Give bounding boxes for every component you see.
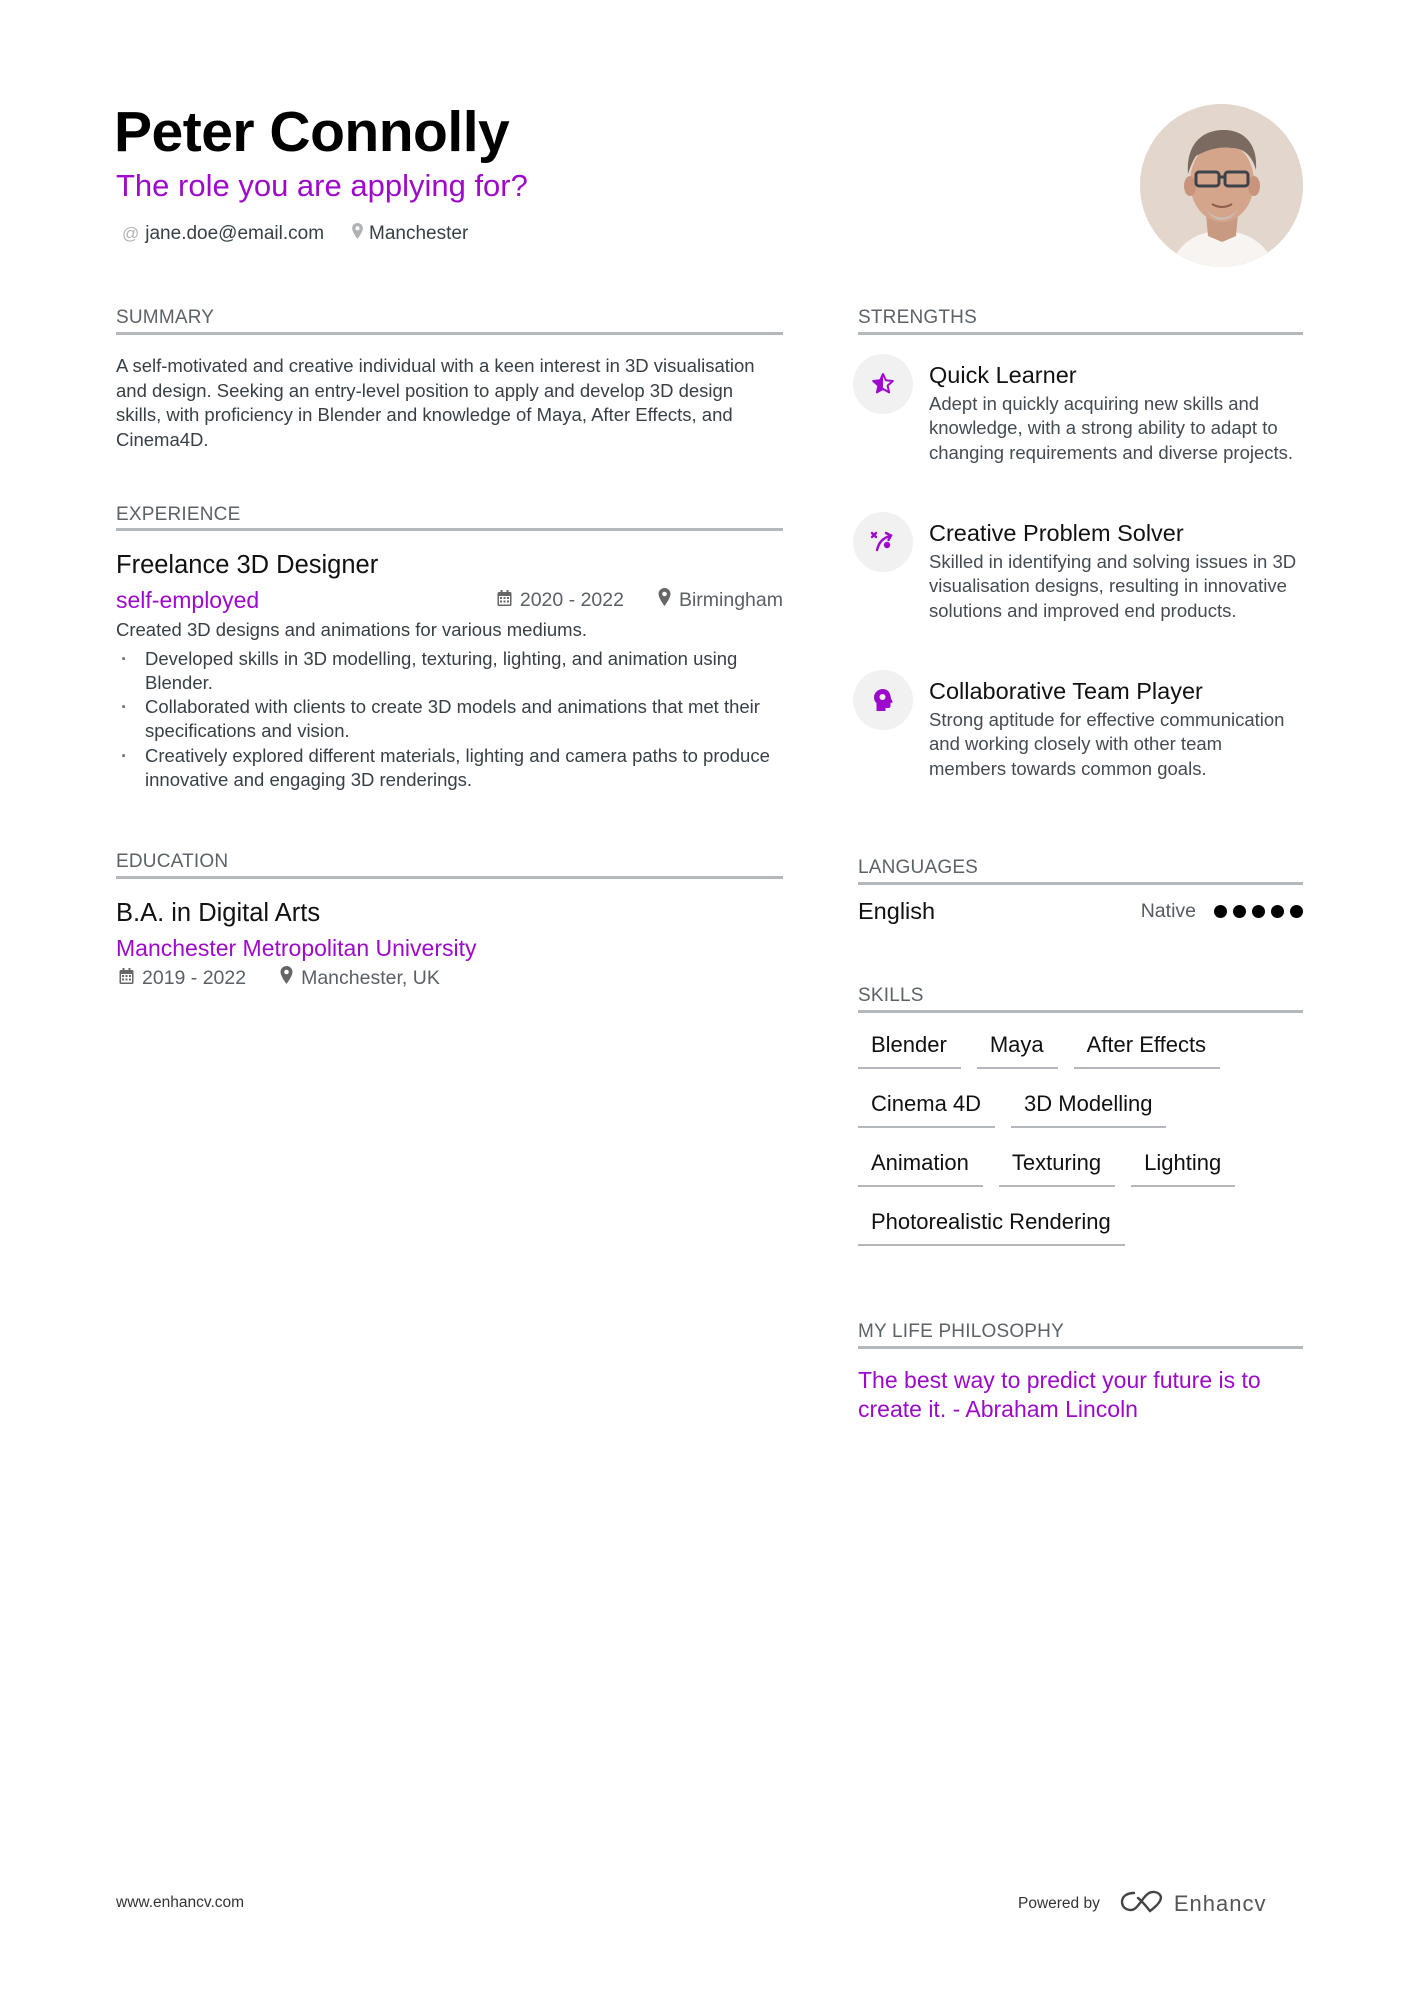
rating-dot	[1233, 905, 1246, 918]
skills-divider	[858, 1010, 1303, 1013]
skills-heading: SKILLS	[858, 985, 924, 1006]
job-dates: 2020 - 2022	[519, 588, 624, 611]
job-meta	[497, 588, 783, 612]
strength-item	[858, 512, 1303, 623]
strength-title: Collaborative Team Player	[929, 678, 1203, 704]
rating-dot	[1290, 905, 1303, 918]
rating-dot	[1214, 905, 1227, 918]
education-item	[116, 897, 783, 990]
summary-text: A self-motivated and creative individual with a keen interest in 3D visualisation and design. Seeking an entry-level position to apply and develop 3D design skills, with proficiency in Blender and knowledge of Maya, After Effects, and Cinema4D.	[116, 355, 755, 450]
experience-item	[116, 549, 783, 792]
experience-heading: EXPERIENCE	[116, 504, 241, 525]
list-item: · Developed skills in 3D modelling, texturing, lighting, and animation using Blender.	[116, 647, 783, 696]
summary-heading: SUMMARY	[116, 307, 215, 328]
location-text: Manchester	[369, 223, 469, 244]
contact-email[interactable]	[122, 223, 324, 245]
education-divider	[116, 876, 783, 879]
strength-description: Strong aptitude for effective communication and working closely with other team members towards common goals.	[929, 709, 1285, 779]
job-location: Birmingham	[678, 588, 783, 611]
avatar	[1140, 104, 1303, 267]
language-rating	[1214, 905, 1303, 918]
map-pin-icon	[352, 223, 363, 245]
languages-heading: LANGUAGES	[858, 857, 979, 878]
head-idea-icon	[853, 670, 913, 730]
company-name: self-employed	[116, 587, 260, 613]
brand-name: Enhancv	[1173, 1891, 1267, 1916]
skill-tag: Blender	[858, 1030, 961, 1069]
philosophy-heading: MY LIFE PHILOSOPHY	[858, 1321, 1064, 1342]
avatar-photo	[1140, 104, 1303, 267]
candidate-role: The role you are applying for?	[116, 168, 528, 203]
map-pin-icon	[658, 588, 671, 612]
strength-title: Quick Learner	[929, 362, 1077, 388]
list-item: · Collaborated with clients to create 3D models and animations that met their specifications and vision.	[116, 695, 783, 744]
education-dates: 2019 - 2022	[142, 966, 247, 989]
education-location: Manchester, UK	[301, 966, 440, 989]
rating-dot	[1252, 905, 1265, 918]
strength-title: Creative Problem Solver	[929, 520, 1184, 546]
rating-dot	[1271, 905, 1284, 918]
strength-description: Skilled in identifying and solving issues in 3D visualisation designs, resulting in innovative solutions and improved end products.	[929, 551, 1297, 621]
skill-tag: Photorealistic Rendering	[858, 1207, 1125, 1246]
languages-divider	[858, 882, 1303, 885]
at-icon: @	[122, 224, 140, 243]
summary-divider	[116, 332, 783, 335]
language-level: Native	[1140, 900, 1196, 922]
skill-tag: Maya	[977, 1030, 1058, 1069]
strength-item	[858, 354, 1303, 465]
powered-by	[1018, 1889, 1266, 1919]
job-description: Created 3D designs and animations for various mediums.	[116, 619, 587, 640]
language-name: English	[858, 898, 936, 924]
star-half-icon	[853, 354, 913, 414]
contact-row	[122, 223, 468, 245]
list-item: · Creatively explored different materials, lighting and camera paths to produce innovative and engaging 3D renderings.	[116, 744, 783, 793]
education-heading: EDUCATION	[116, 851, 229, 872]
powered-by-label: Powered by	[1018, 1895, 1100, 1912]
school-name: Manchester Metropolitan University	[116, 935, 477, 961]
skill-tag: Animation	[858, 1148, 983, 1187]
skill-tag: After Effects	[1074, 1030, 1220, 1069]
skill-tag: Cinema 4D	[858, 1089, 995, 1128]
calendar-icon	[119, 967, 134, 990]
strengths-heading: STRENGTHS	[858, 307, 977, 328]
website-link[interactable]: www.enhancv.com	[116, 1894, 245, 1911]
education-meta	[119, 966, 783, 990]
strengths-divider	[858, 332, 1303, 335]
email-text: jane.doe@email.com	[145, 223, 325, 244]
job-bullets	[116, 647, 783, 793]
language-item	[858, 898, 1303, 925]
skills-list	[858, 1030, 1303, 1246]
strategy-path-icon	[853, 512, 913, 572]
brand-logo[interactable]	[1120, 1889, 1267, 1919]
philosophy-divider	[858, 1346, 1303, 1349]
degree: B.A. in Digital Arts	[116, 899, 321, 927]
skill-tag: Texturing	[999, 1148, 1115, 1187]
strength-item	[858, 670, 1303, 781]
strength-description: Adept in quickly acquiring new skills and knowledge, with a strong ability to adapt to changing requirements and diverse projects.	[929, 393, 1294, 463]
contact-location	[352, 223, 468, 245]
skill-tag: 3D Modelling	[1011, 1089, 1166, 1128]
candidate-name: Peter Connolly	[114, 100, 510, 164]
job-title: Freelance 3D Designer	[116, 551, 379, 579]
experience-divider	[116, 528, 783, 531]
enhancv-logo-icon	[1120, 1889, 1166, 1919]
map-pin-icon	[280, 966, 293, 990]
skill-tag: Lighting	[1131, 1148, 1235, 1187]
philosophy-quote: The best way to predict your future is to create it. - Abraham Lincoln	[858, 1367, 1261, 1422]
calendar-icon	[497, 589, 512, 612]
